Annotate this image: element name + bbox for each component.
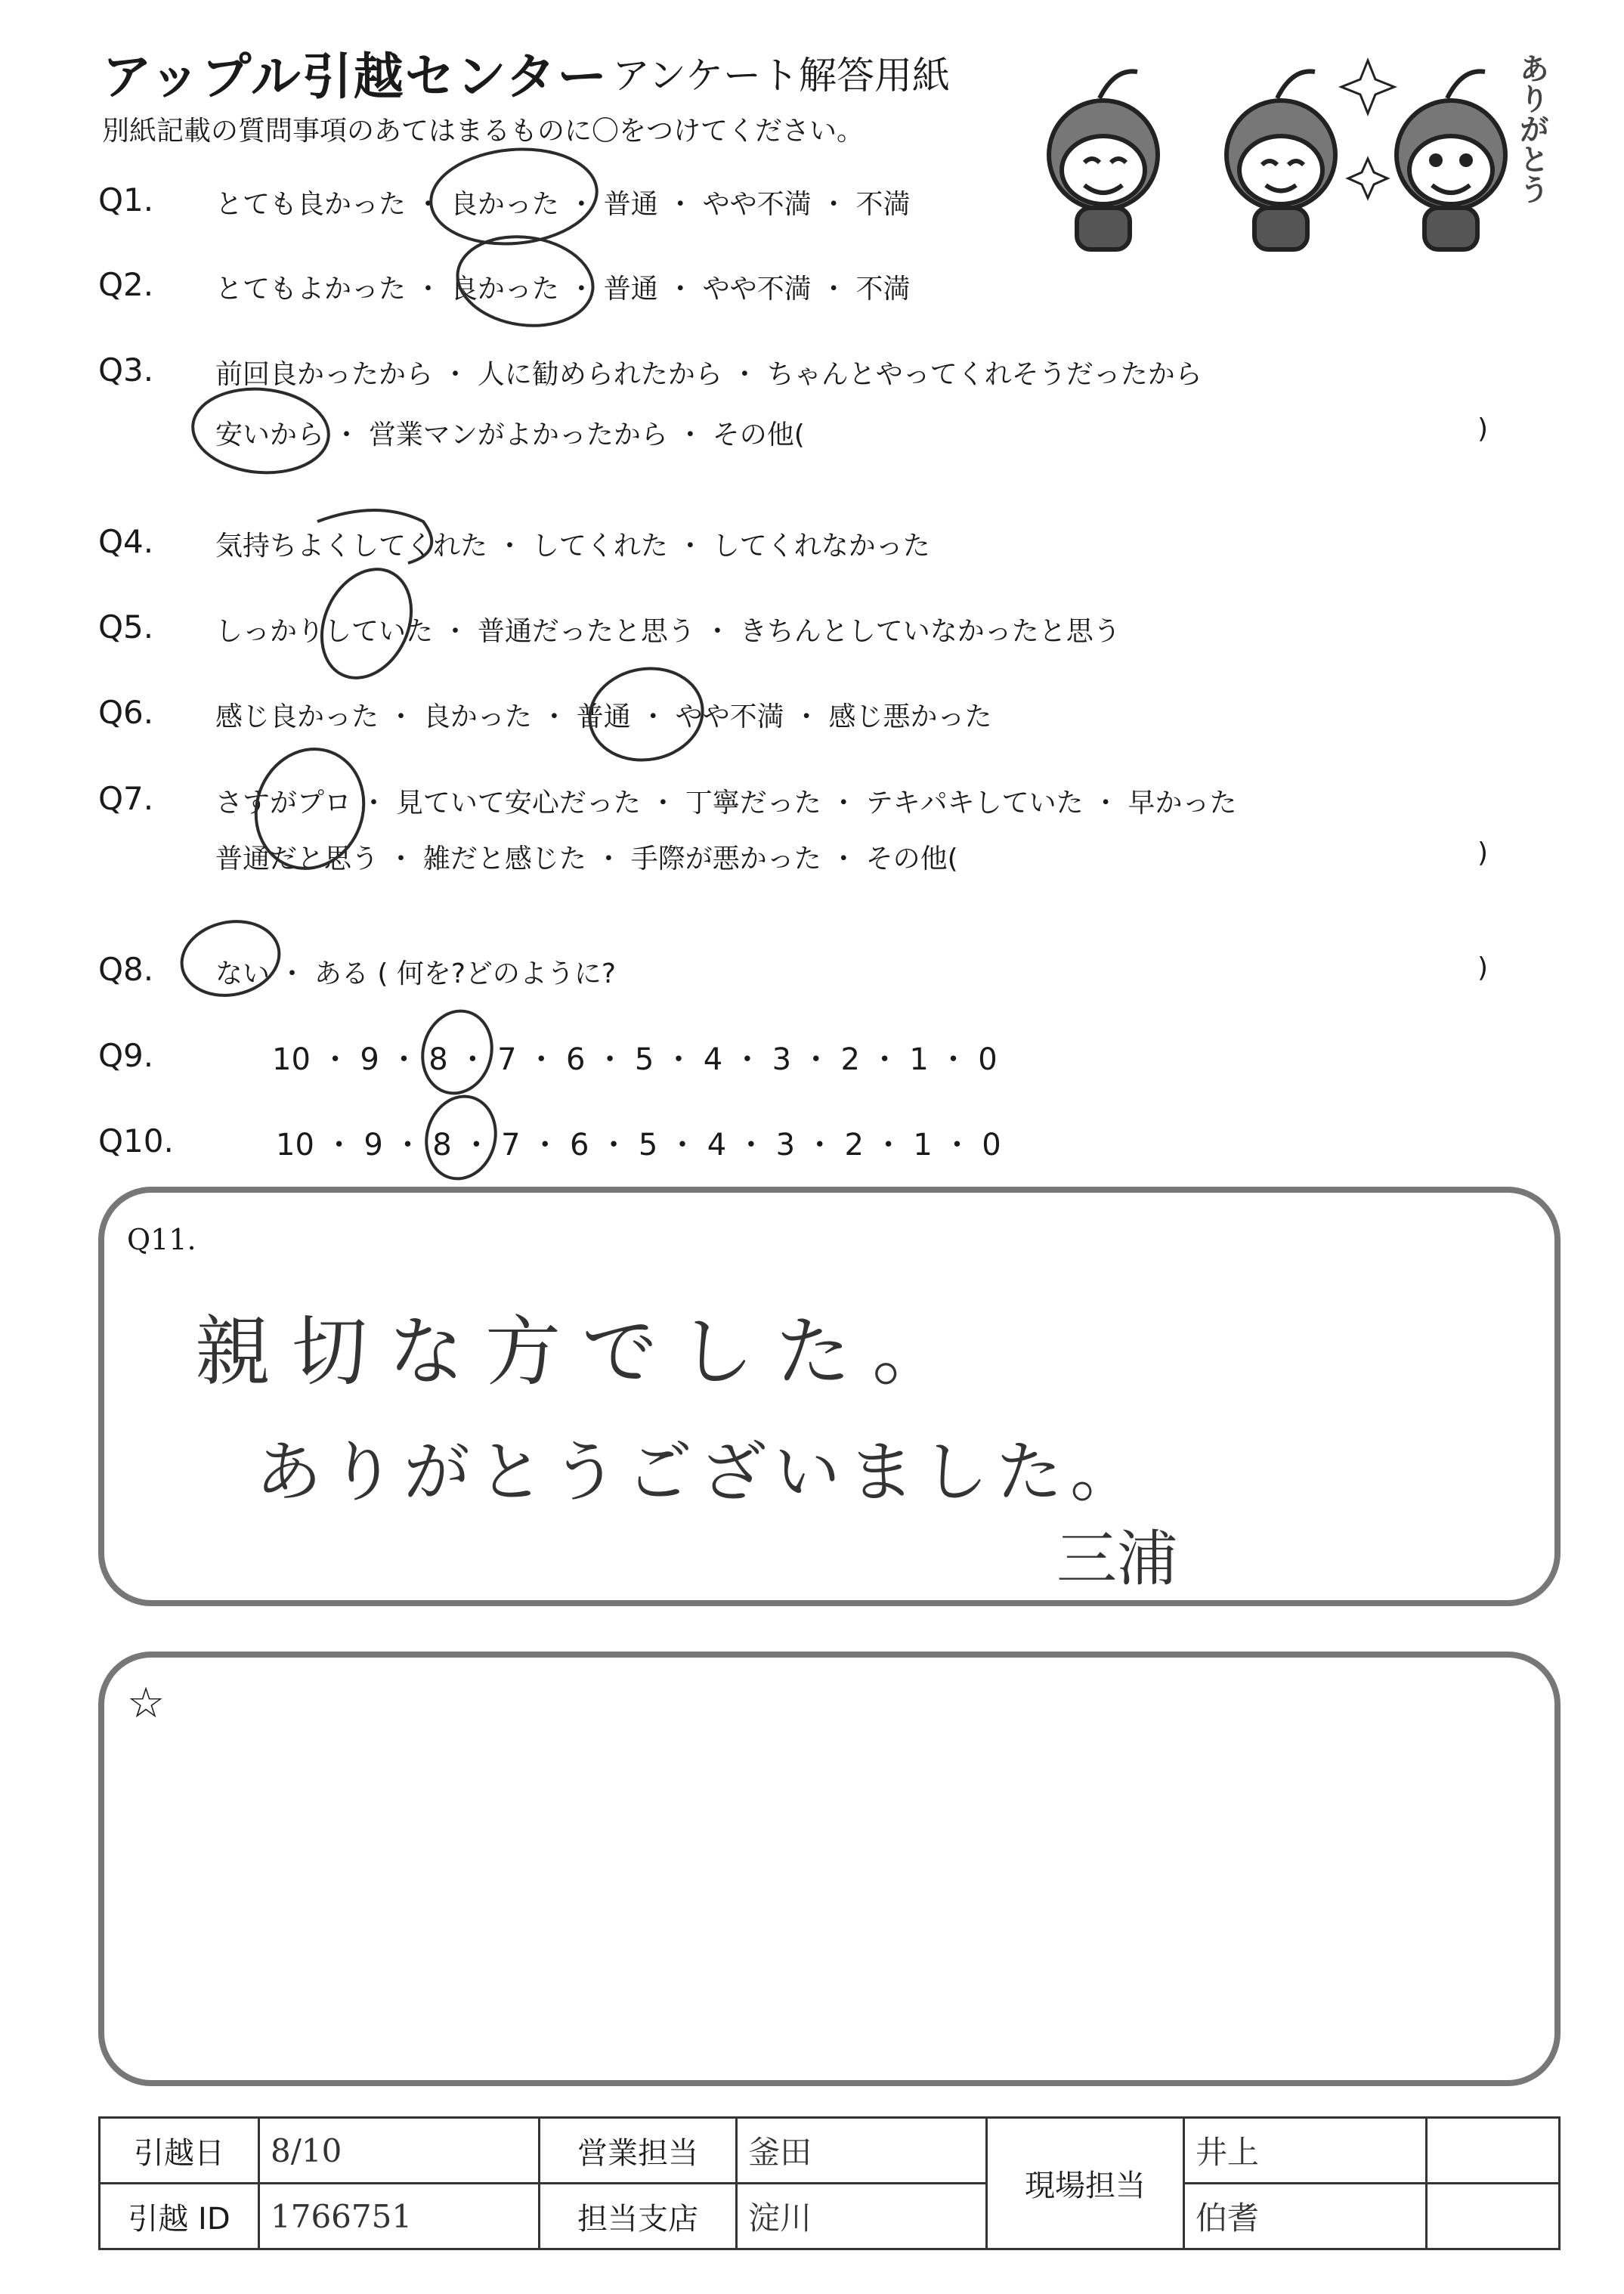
q5-mark — [305, 555, 428, 692]
q11-label: Q11. — [127, 1223, 196, 1256]
q8-label: Q8. — [98, 951, 154, 988]
company-name: アップル引越センター — [102, 48, 609, 106]
q8-options: ない ・ ある ( 何を?どのように? — [215, 958, 617, 989]
q11-comment-box — [98, 1187, 1561, 1606]
q9-scale: 10 ・ 9 ・ 8 ・ 7 ・ 6 ・ 5 ・ 4 ・ 3 ・ 2 ・ 1 ・ 0 — [272, 1042, 998, 1077]
q2-label: Q2. — [98, 266, 154, 303]
q9-mark — [413, 1003, 500, 1101]
site-empty-2 — [1427, 2184, 1560, 2249]
q3-close-paren: ) — [1477, 413, 1489, 444]
q11-comment-line2: ありがとうございました。 — [255, 1433, 1145, 1511]
q7-mark — [240, 734, 380, 884]
q3-options-line2: 安いから ・ 営業マンがよかったから ・ その他( — [215, 419, 805, 450]
move-date-value: 8/10 — [259, 2118, 540, 2184]
q4-mark — [317, 510, 432, 563]
q8-mark — [175, 913, 286, 1005]
star-icon: ☆ — [127, 1679, 165, 1728]
site-label: 現場担当 — [987, 2118, 1184, 2249]
site-value-2: 伯耆 — [1184, 2184, 1427, 2249]
move-id-label: 引越 ID — [100, 2184, 259, 2249]
q10-mark — [417, 1088, 504, 1187]
q7-close-paren: ) — [1477, 837, 1489, 868]
q8-close-paren: ) — [1477, 952, 1489, 983]
move-date-label: 引越日 — [100, 2118, 259, 2184]
site-value-1: 井上 — [1184, 2118, 1427, 2184]
mascot-caption: ありがとう — [1514, 53, 1549, 204]
q3-mark — [190, 383, 333, 478]
q6-mark — [583, 660, 710, 769]
q6-label: Q6. — [98, 694, 154, 731]
sales-value: 釜田 — [737, 2118, 987, 2184]
free-comment-box — [98, 1652, 1561, 2086]
q10-scale: 10 ・ 9 ・ 8 ・ 7 ・ 6 ・ 5 ・ 4 ・ 3 ・ 2 ・ 1 ・ 0 — [276, 1128, 1001, 1162]
q4-options: 気持ちよくしてくれた ・ してくれた ・ してくれなかった — [215, 531, 930, 562]
form-title: アンケート解答用紙 — [612, 54, 950, 98]
q11-signature: 三浦 — [1056, 1524, 1177, 1594]
q5-label: Q5. — [98, 608, 154, 645]
branch-value: 淀川 — [737, 2184, 987, 2249]
footer-table — [98, 2116, 1561, 2250]
q1-options: とても良かった ・ 良かった ・ 普通 ・ やや不満 ・ 不満 — [215, 189, 911, 220]
move-id-value: 1766751 — [259, 2184, 540, 2249]
q1-label: Q1. — [98, 181, 154, 218]
q2-options: とてもよかった ・ 良かった ・ 普通 ・ やや不満 ・ 不満 — [215, 274, 911, 305]
instruction-text: 別紙記載の質問事項のあてはまるものに〇をつけてください。 — [102, 116, 865, 147]
q4-label: Q4. — [98, 523, 154, 560]
q7-label: Q7. — [98, 780, 154, 817]
q7-options-line1: さすがプロ ・ 見ていて安心だった ・ 丁寧だった ・ テキパキしていた ・ 早かった — [215, 788, 1237, 819]
q10-label: Q10. — [98, 1122, 174, 1159]
branch-label: 担当支店 — [540, 2184, 737, 2249]
q7-options-line2: 普通だと思う ・ 雑だと感じた ・ 手際が悪かった ・ その他( — [215, 844, 958, 875]
q5-options: しっかりしていた ・ 普通だったと思う ・ きちんとしていなかったと思う — [215, 616, 1121, 647]
sales-label: 営業担当 — [540, 2118, 737, 2184]
q1-mark — [427, 143, 601, 251]
q6-options: 感じ良かった ・ 良かった ・ 普通 ・ やや不満 ・ 感じ悪かった — [215, 701, 992, 732]
q11-comment-line1: 親切な方でした。 — [195, 1308, 969, 1396]
site-empty-1 — [1427, 2118, 1560, 2184]
q9-label: Q9. — [98, 1037, 154, 1074]
q3-options-line1: 前回良かったから ・ 人に勧められたから ・ ちゃんとやってくれそうだったから — [215, 359, 1202, 390]
q3-label: Q3. — [98, 351, 154, 389]
q2-mark — [452, 228, 599, 334]
